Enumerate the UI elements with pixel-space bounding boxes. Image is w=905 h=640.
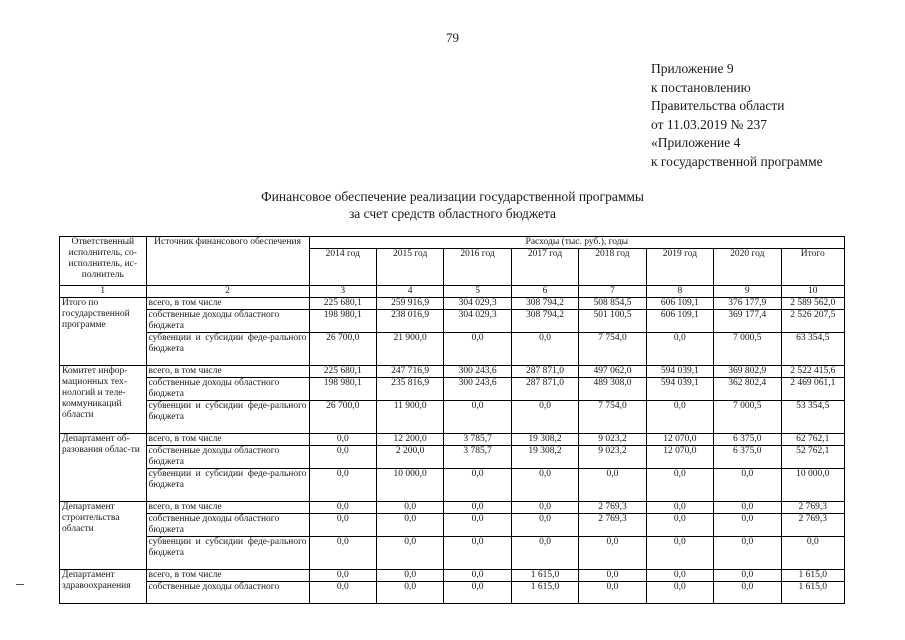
value-cell: 238 016,9 (376, 310, 443, 333)
source-cell: собственные доходы областного бюджета (146, 378, 309, 401)
column-number: 7 (579, 286, 646, 298)
value-cell: 12 200,0 (376, 434, 443, 446)
value-cell: 0,0 (444, 570, 511, 582)
source-cell: всего, в том числе (146, 434, 309, 446)
value-cell: 0,0 (444, 537, 511, 570)
value-cell: 369 177,4 (714, 310, 781, 333)
value-cell: 9 023,2 (579, 434, 646, 446)
value-cell: 247 716,9 (376, 366, 443, 378)
executor-cell: Департамент строительства области (60, 502, 147, 570)
annex-line: к постановлению (651, 79, 751, 95)
value-cell: 308 794,2 (511, 298, 578, 310)
table-row (60, 378, 845, 401)
executor-cell: Итого по государственной программе (60, 298, 147, 366)
page-number: 79 (446, 30, 459, 45)
financing-table (59, 236, 845, 604)
source-cell: всего, в том числе (146, 366, 309, 378)
table-row (60, 298, 845, 310)
value-cell: 287 871,0 (511, 378, 578, 401)
value-cell: 0,0 (579, 582, 646, 604)
value-cell: 12 070,0 (646, 446, 713, 469)
value-cell: 225 680,1 (309, 298, 376, 310)
value-cell: 6 375,0 (714, 434, 781, 446)
value-cell: 0,0 (511, 514, 578, 537)
column-number: 5 (444, 286, 511, 298)
scan-mark (16, 584, 24, 585)
table-row (60, 469, 845, 502)
source-cell: субвенции и субсидии феде-рального бюджета (146, 469, 309, 502)
value-cell: 0,0 (646, 333, 713, 366)
value-cell: 0,0 (646, 469, 713, 502)
value-cell: 0,0 (444, 514, 511, 537)
title-line: Финансовое обеспечение реализации государственной программы (261, 189, 644, 204)
value-cell: 7 754,0 (579, 401, 646, 434)
value-cell: 0,0 (579, 537, 646, 570)
value-cell: 19 308,2 (511, 446, 578, 469)
value-cell: 0,0 (646, 570, 713, 582)
annex-line: Приложение 9 (651, 61, 734, 76)
total-cell: 2 769,3 (781, 502, 845, 514)
total-cell: 62 762,1 (781, 434, 845, 446)
total-cell: 10 000,0 (781, 469, 845, 502)
header-year: 2016 год (444, 249, 511, 286)
value-cell: 0,0 (511, 401, 578, 434)
header-responsible: Ответственный исполнитель, со-исполнитель, ис-полнитель (60, 237, 147, 286)
value-cell: 2 769,3 (579, 502, 646, 514)
value-cell: 26 700,0 (309, 401, 376, 434)
annex-line: от 11.03.2019 № 237 (651, 116, 767, 132)
column-number: 6 (511, 286, 578, 298)
value-cell: 594 039,1 (646, 366, 713, 378)
title-line: за счет средств областного бюджета (348, 206, 557, 221)
value-cell: 0,0 (714, 502, 781, 514)
value-cell: 235 816,9 (376, 378, 443, 401)
table-row (60, 570, 845, 582)
value-cell: 606 109,1 (646, 310, 713, 333)
value-cell: 9 023,2 (579, 446, 646, 469)
annex-line: к государственной программе (651, 153, 823, 169)
column-number: 9 (714, 286, 781, 298)
value-cell: 0,0 (309, 469, 376, 502)
value-cell: 0,0 (714, 469, 781, 502)
table-row (60, 446, 845, 469)
value-cell: 0,0 (376, 537, 443, 570)
value-cell: 376 177,9 (714, 298, 781, 310)
value-cell: 3 785,7 (444, 446, 511, 469)
executor-cell: Департамент здравоохранения (60, 570, 147, 604)
value-cell: 0,0 (511, 333, 578, 366)
column-number-row (60, 286, 845, 298)
value-cell: 0,0 (579, 469, 646, 502)
column-number: 3 (309, 286, 376, 298)
total-cell: 2 469 061,1 (781, 378, 845, 401)
value-cell: 0,0 (309, 446, 376, 469)
source-cell: собственные доходы областного (146, 582, 309, 604)
column-number: 8 (646, 286, 713, 298)
value-cell: 508 854,5 (579, 298, 646, 310)
table-row (60, 401, 845, 434)
total-cell: 53 354,5 (781, 401, 845, 434)
source-cell: всего, в том числе (146, 570, 309, 582)
value-cell: 0,0 (309, 502, 376, 514)
value-cell: 0,0 (714, 537, 781, 570)
table-row (60, 537, 845, 570)
total-cell: 2 522 415,6 (781, 366, 845, 378)
source-cell: субвенции и субсидии феде-рального бюджета (146, 537, 309, 570)
table-row (60, 514, 845, 537)
value-cell: 501 100,5 (579, 310, 646, 333)
table-body (60, 286, 845, 604)
value-cell: 0,0 (309, 582, 376, 604)
value-cell: 198 980,1 (309, 310, 376, 333)
value-cell: 0,0 (579, 570, 646, 582)
value-cell: 606 109,1 (646, 298, 713, 310)
header-year: 2018 год (579, 249, 646, 286)
value-cell: 0,0 (444, 582, 511, 604)
value-cell: 362 802,4 (714, 378, 781, 401)
source-cell: всего, в том числе (146, 298, 309, 310)
value-cell: 12 070,0 (646, 434, 713, 446)
total-cell: 0,0 (781, 537, 845, 570)
header-year: 2019 год (646, 249, 713, 286)
value-cell: 0,0 (646, 514, 713, 537)
document-title (0, 188, 905, 222)
value-cell: 489 308,0 (579, 378, 646, 401)
header-expenses: Расходы (тыс. руб.), годы (309, 237, 844, 249)
value-cell: 0,0 (511, 537, 578, 570)
total-cell: 2 769,3 (781, 514, 845, 537)
header-year: 2017 год (511, 249, 578, 286)
value-cell: 0,0 (444, 401, 511, 434)
value-cell: 7 000,5 (714, 333, 781, 366)
source-cell: всего, в том числе (146, 502, 309, 514)
executor-cell: Комитет инфор-мационных тех-нологий и теле-коммуникаций области (60, 366, 147, 434)
value-cell: 198 980,1 (309, 378, 376, 401)
total-cell: 52 762,1 (781, 446, 845, 469)
value-cell: 0,0 (309, 570, 376, 582)
executor-cell: Департамент об-разования облас-ти (60, 434, 147, 502)
value-cell: 0,0 (309, 537, 376, 570)
value-cell: 304 029,3 (444, 298, 511, 310)
value-cell: 594 039,1 (646, 378, 713, 401)
total-cell: 2 526 207,5 (781, 310, 845, 333)
annex-line: Правительства области (651, 98, 785, 113)
value-cell: 308 794,2 (511, 310, 578, 333)
value-cell: 0,0 (646, 401, 713, 434)
value-cell: 0,0 (376, 502, 443, 514)
total-cell: 63 354,5 (781, 333, 845, 366)
value-cell: 0,0 (646, 537, 713, 570)
value-cell: 0,0 (444, 469, 511, 502)
value-cell: 11 900,0 (376, 401, 443, 434)
total-cell: 2 589 562,0 (781, 298, 845, 310)
value-cell: 225 680,1 (309, 366, 376, 378)
value-cell: 300 243,6 (444, 366, 511, 378)
total-cell: 1 615,0 (781, 570, 845, 582)
table-row (60, 333, 845, 366)
column-number: 1 (60, 286, 147, 298)
source-cell: субвенции и субсидии феде-рального бюджета (146, 333, 309, 366)
value-cell: 497 062,0 (579, 366, 646, 378)
value-cell: 0,0 (511, 502, 578, 514)
value-cell: 0,0 (646, 582, 713, 604)
header-total: Итого (781, 249, 845, 286)
annex-line: «Приложение 4 (651, 135, 741, 150)
value-cell: 287 871,0 (511, 366, 578, 378)
header-year: 2015 год (376, 249, 443, 286)
value-cell: 0,0 (714, 570, 781, 582)
value-cell: 0,0 (511, 469, 578, 502)
value-cell: 21 900,0 (376, 333, 443, 366)
value-cell: 1 615,0 (511, 570, 578, 582)
source-cell: собственные доходы областного бюджета (146, 446, 309, 469)
column-number: 4 (376, 286, 443, 298)
value-cell: 0,0 (444, 333, 511, 366)
value-cell: 0,0 (646, 502, 713, 514)
value-cell: 26 700,0 (309, 333, 376, 366)
value-cell: 7 000,5 (714, 401, 781, 434)
value-cell: 2 769,3 (579, 514, 646, 537)
value-cell: 10 000,0 (376, 469, 443, 502)
value-cell: 0,0 (309, 514, 376, 537)
value-cell: 6 375,0 (714, 446, 781, 469)
value-cell: 300 243,6 (444, 378, 511, 401)
header-source: Источник финансового обеспечения (146, 237, 309, 286)
value-cell: 2 200,0 (376, 446, 443, 469)
value-cell: 0,0 (714, 514, 781, 537)
value-cell: 0,0 (376, 582, 443, 604)
value-cell: 3 785,7 (444, 434, 511, 446)
column-number: 2 (146, 286, 309, 298)
source-cell: субвенции и субсидии феде-рального бюджета (146, 401, 309, 434)
value-cell: 1 615,0 (511, 582, 578, 604)
column-number: 10 (781, 286, 845, 298)
value-cell: 0,0 (714, 582, 781, 604)
total-cell: 1 615,0 (781, 582, 845, 604)
value-cell: 0,0 (376, 570, 443, 582)
table-row (60, 582, 845, 604)
annex-block (651, 60, 823, 171)
value-cell: 0,0 (376, 514, 443, 537)
table-row (60, 366, 845, 378)
header-year: 2020 год (714, 249, 781, 286)
value-cell: 0,0 (309, 434, 376, 446)
table-row (60, 434, 845, 446)
source-cell: собственные доходы областного бюджета (146, 514, 309, 537)
table-row (60, 502, 845, 514)
value-cell: 369 802,9 (714, 366, 781, 378)
table-row (60, 310, 845, 333)
value-cell: 304 029,3 (444, 310, 511, 333)
value-cell: 7 754,0 (579, 333, 646, 366)
value-cell: 19 308,2 (511, 434, 578, 446)
value-cell: 0,0 (444, 502, 511, 514)
header-year: 2014 год (309, 249, 376, 286)
value-cell: 259 916,9 (376, 298, 443, 310)
source-cell: собственные доходы областного бюджета (146, 310, 309, 333)
